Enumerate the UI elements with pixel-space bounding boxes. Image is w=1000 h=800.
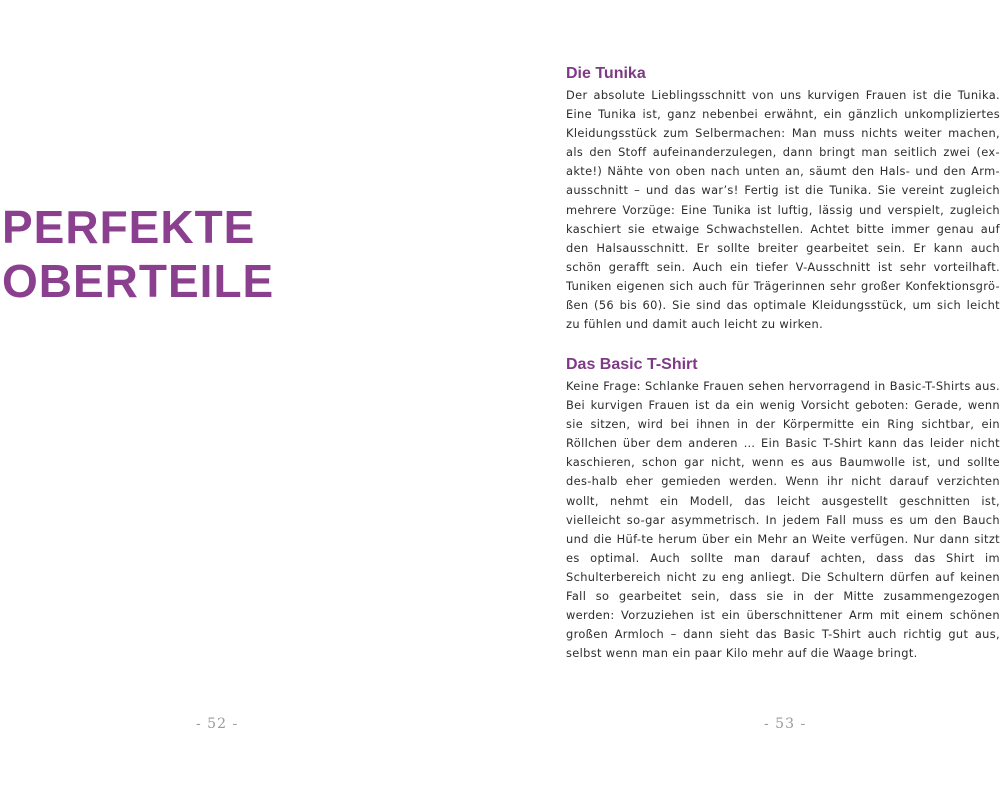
section-body: Der absolute Lieblingsschnitt von uns kurvigen Frauen ist die Tunika. Eine Tunika ist, ganz nebenbei erwähnt, ein gänzlich unkompliziertes Kleidungsstück zum Selbermachen: Man muss nichts weiter machen, als den Stoff aufeinanderzulegen, dann bringt man seitlich zwei (ex-akte!) Nähte von oben nach unten an, säumt den Hals- und den Arm-ausschnitt – und das war’s! Fertig ist die Tunika. Sie vereint zugleich mehrere Vorzüge: Eine Tunika ist luftig, lässig und verspielt, zugleich kaschiert sie etwaige Schwachstellen. Achtet bitte immer genau auf den Halsausschnitt. Er sollte breiter gearbeitet sein. Er kann auch schön gerafft sein. Auch ein tiefer V-Ausschnitt ist sehr vorteilhaft. Tuniken eigenen sich auch für Trägerinnen sehr großer Konfektionsgrö-ßen (56 bis 60). Sie sind das optimale Kleidungsstück, um sich leicht zu fühlen und damit auch leicht zu wirken. [566, 88, 1000, 332]
page-number-right: - 53 - [764, 716, 807, 732]
page-number-left: - 52 - [196, 716, 239, 732]
chapter-title-line-2: OBERTEILE [2, 255, 275, 307]
section-heading: Die Tunika [566, 65, 646, 82]
section-tunika [566, 64, 1000, 334]
section-heading: Das Basic T-Shirt [566, 356, 698, 373]
chapter-title-line-1: PERFEKTE [2, 201, 256, 253]
chapter-title [2, 200, 274, 308]
section-body: Keine Frage: Schlanke Frauen sehen hervorragend in Basic-T-Shirts aus. Bei kurvigen Frauen ist da ein wenig Vorsicht geboten: Gerade, wenn sie sitzen, wird bei ihnen in der Körpermitte ein Ring sichtbar, ein Röllchen über dem anderen … Ein Basic T-Shirt kann das leider nicht kaschieren, schon gar nicht, wenn es aus Baumwolle ist, und sollte des-halb eher gemieden werden. Wenn ihr nicht darauf verzichten wollt, nehmt ein Modell, das leicht ausgestellt geschnitten ist, vielleicht so-gar asymmetrisch. In jedem Fall muss es um den Bauch und die Hüf-te herum über ein Mehr an Weite verfügen. Nur dann sitzt es optimal. Auch sollte man darauf achten, dass das Shirt im Schulterbereich nicht zu eng anliegt. Die Schultern dürfen auf keinen Fall so gearbeitet sein, dass sie in der Mitte zusammengezogen werden: Vorzuziehen ist ein überschnittener Arm mit einem schönen großen Armloch – dann sieht das Basic T-Shirt auch richtig gut aus, selbst wenn man ein paar Kilo mehr auf die Waage bringt. [566, 379, 1000, 661]
right-page [500, 0, 1000, 800]
section-basic-tshirt [566, 355, 1000, 663]
